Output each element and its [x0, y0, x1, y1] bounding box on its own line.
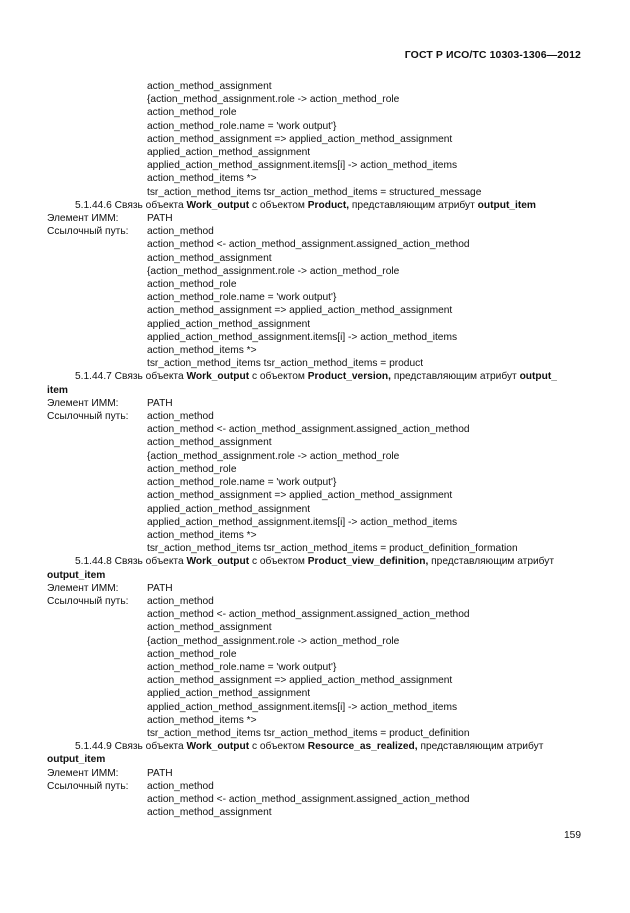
target-entity: Product_view_definition,: [307, 556, 429, 568]
section-number: 5.1.44.9: [75, 741, 112, 753]
path-line: action_method_assignment: [147, 437, 272, 449]
attribute-name: item: [47, 384, 68, 396]
attribute-name: output_item: [47, 754, 106, 766]
path-line: action_method <- action_method_assignment.assigned_action_method: [147, 609, 470, 621]
path-line: action_method_role.name = 'work output'}: [147, 120, 337, 132]
element-label: Элемент ИММ:: [47, 767, 119, 779]
path-line: action_method <- action_method_assignment.assigned_action_method: [147, 793, 470, 805]
path-line: action_method: [147, 226, 214, 238]
path-line: action_method_role.name = 'work output'}: [147, 661, 337, 673]
heading-text: с объектом: [251, 556, 305, 568]
heading-text: Связь объекта: [114, 741, 184, 753]
ref-path-row: [47, 410, 587, 423]
section-number: 5.1.44.8: [75, 556, 112, 568]
entity-name: Work_output: [186, 199, 250, 211]
element-value: PATH: [147, 213, 173, 225]
path-line: action_method_assignment => applied_action_method_assignment: [147, 305, 453, 317]
attribute-name: output_item: [477, 199, 536, 211]
element-value: PATH: [147, 397, 173, 409]
path-line: action_method_role.name = 'work output'}: [147, 292, 337, 304]
ref-path-label: Ссылочный путь:: [47, 226, 129, 238]
path-line: action_method_assignment: [147, 81, 272, 92]
heading-text: Связь объекта: [114, 199, 184, 211]
path-line: action_method_role: [147, 107, 237, 119]
element-row: [47, 582, 587, 595]
heading-text: Связь объекта: [114, 556, 184, 568]
ref-path-label: Ссылочный путь:: [47, 595, 129, 607]
path-line: applied_action_method_assignment.items[i] -> action_method_items: [147, 160, 458, 172]
path-line: action_method: [147, 780, 214, 792]
path-line: action_method_items *>: [147, 714, 257, 726]
path-line: action_method: [147, 411, 214, 423]
path-line: {action_method_assignment.role -> action_method_role: [147, 265, 400, 277]
ref-path-label: Ссылочный путь:: [47, 780, 129, 792]
heading-text: представляющим атрибут: [393, 371, 517, 383]
path-line: tsr_action_method_items tsr_action_method_items = structured_message: [147, 186, 482, 198]
ref-path-row: [47, 780, 587, 793]
entity-name: Work_output: [186, 371, 250, 383]
path-line: applied_action_method_assignment.items[i] -> action_method_items: [147, 331, 458, 343]
attribute-name: output_item: [47, 569, 106, 581]
target-entity: Product,: [307, 199, 350, 211]
heading-text: представляющим атрибут: [351, 199, 475, 211]
section-heading: [47, 199, 587, 212]
path-line: tsr_action_method_items tsr_action_method_items = product: [147, 358, 424, 370]
section-heading: [47, 555, 587, 568]
heading-text: с объектом: [251, 199, 305, 211]
path-line: action_method_assignment: [147, 252, 272, 264]
path-line: action_method_items *>: [147, 345, 257, 357]
section-heading: [47, 740, 587, 753]
path-line: action_method_role: [147, 463, 237, 475]
path-line: action_method <- action_method_assignment.assigned_action_method: [147, 424, 470, 436]
path-line: tsr_action_method_items tsr_action_method_items = product_definition_formation: [147, 543, 518, 555]
element-value: PATH: [147, 767, 173, 779]
path-line: applied_action_method_assignment: [147, 147, 311, 159]
element-row: [47, 397, 587, 410]
heading-text: Связь объекта: [114, 371, 184, 383]
document-header: ГОСТ Р ИСО/ТС 10303-1306—2012: [404, 49, 581, 61]
document-body: [47, 80, 587, 819]
path-line: applied_action_method_assignment.items[i] -> action_method_items: [147, 701, 458, 713]
element-row: [47, 212, 587, 225]
attribute-name: output_: [519, 371, 557, 383]
path-line: applied_action_method_assignment: [147, 503, 311, 515]
section-heading: [47, 370, 587, 383]
path-line: {action_method_assignment.role -> action_method_role: [147, 635, 400, 647]
heading-text: с объектом: [251, 741, 305, 753]
element-value: PATH: [147, 582, 173, 594]
path-line: action_method_role: [147, 279, 237, 291]
entity-name: Work_output: [186, 556, 250, 568]
ref-path-row: [47, 595, 587, 608]
path-line: applied_action_method_assignment: [147, 688, 311, 700]
path-line: action_method: [147, 595, 214, 607]
section-number: 5.1.44.7: [75, 371, 112, 383]
ref-path-label: Ссылочный путь:: [47, 411, 129, 423]
path-line: action_method <- action_method_assignment.assigned_action_method: [147, 239, 470, 251]
section-number: 5.1.44.6: [75, 199, 112, 211]
path-line: action_method_assignment: [147, 807, 272, 819]
path-line: action_method_assignment => applied_action_method_assignment: [147, 675, 453, 687]
path-line: tsr_action_method_items tsr_action_method_items = product_definition: [147, 727, 470, 739]
page-number: 159: [564, 830, 581, 841]
element-row: [47, 767, 587, 780]
path-line: {action_method_assignment.role -> action_method_role: [147, 94, 400, 106]
path-line: {action_method_assignment.role -> action_method_role: [147, 450, 400, 462]
element-label: Элемент ИММ:: [47, 213, 119, 225]
path-line: action_method_items *>: [147, 529, 257, 541]
target-entity: Product_version,: [307, 371, 391, 383]
entity-name: Work_output: [186, 741, 250, 753]
path-line: action_method_role: [147, 648, 237, 660]
path-line: action_method_assignment => applied_action_method_assignment: [147, 133, 453, 145]
element-label: Элемент ИММ:: [47, 582, 119, 594]
path-line: applied_action_method_assignment.items[i] -> action_method_items: [147, 516, 458, 528]
heading-text: с объектом: [251, 371, 305, 383]
path-line: action_method_assignment => applied_action_method_assignment: [147, 490, 453, 502]
path-line: action_method_items *>: [147, 173, 257, 185]
target-entity: Resource_as_realized,: [307, 741, 418, 753]
heading-text: представляющим атрибут: [431, 556, 555, 568]
path-line: applied_action_method_assignment: [147, 318, 311, 330]
heading-text: представляющим атрибут: [420, 741, 544, 753]
element-label: Элемент ИММ:: [47, 397, 119, 409]
ref-path-row: [47, 225, 587, 238]
path-line: action_method_assignment: [147, 622, 272, 634]
path-line: action_method_role.name = 'work output'}: [147, 477, 337, 489]
